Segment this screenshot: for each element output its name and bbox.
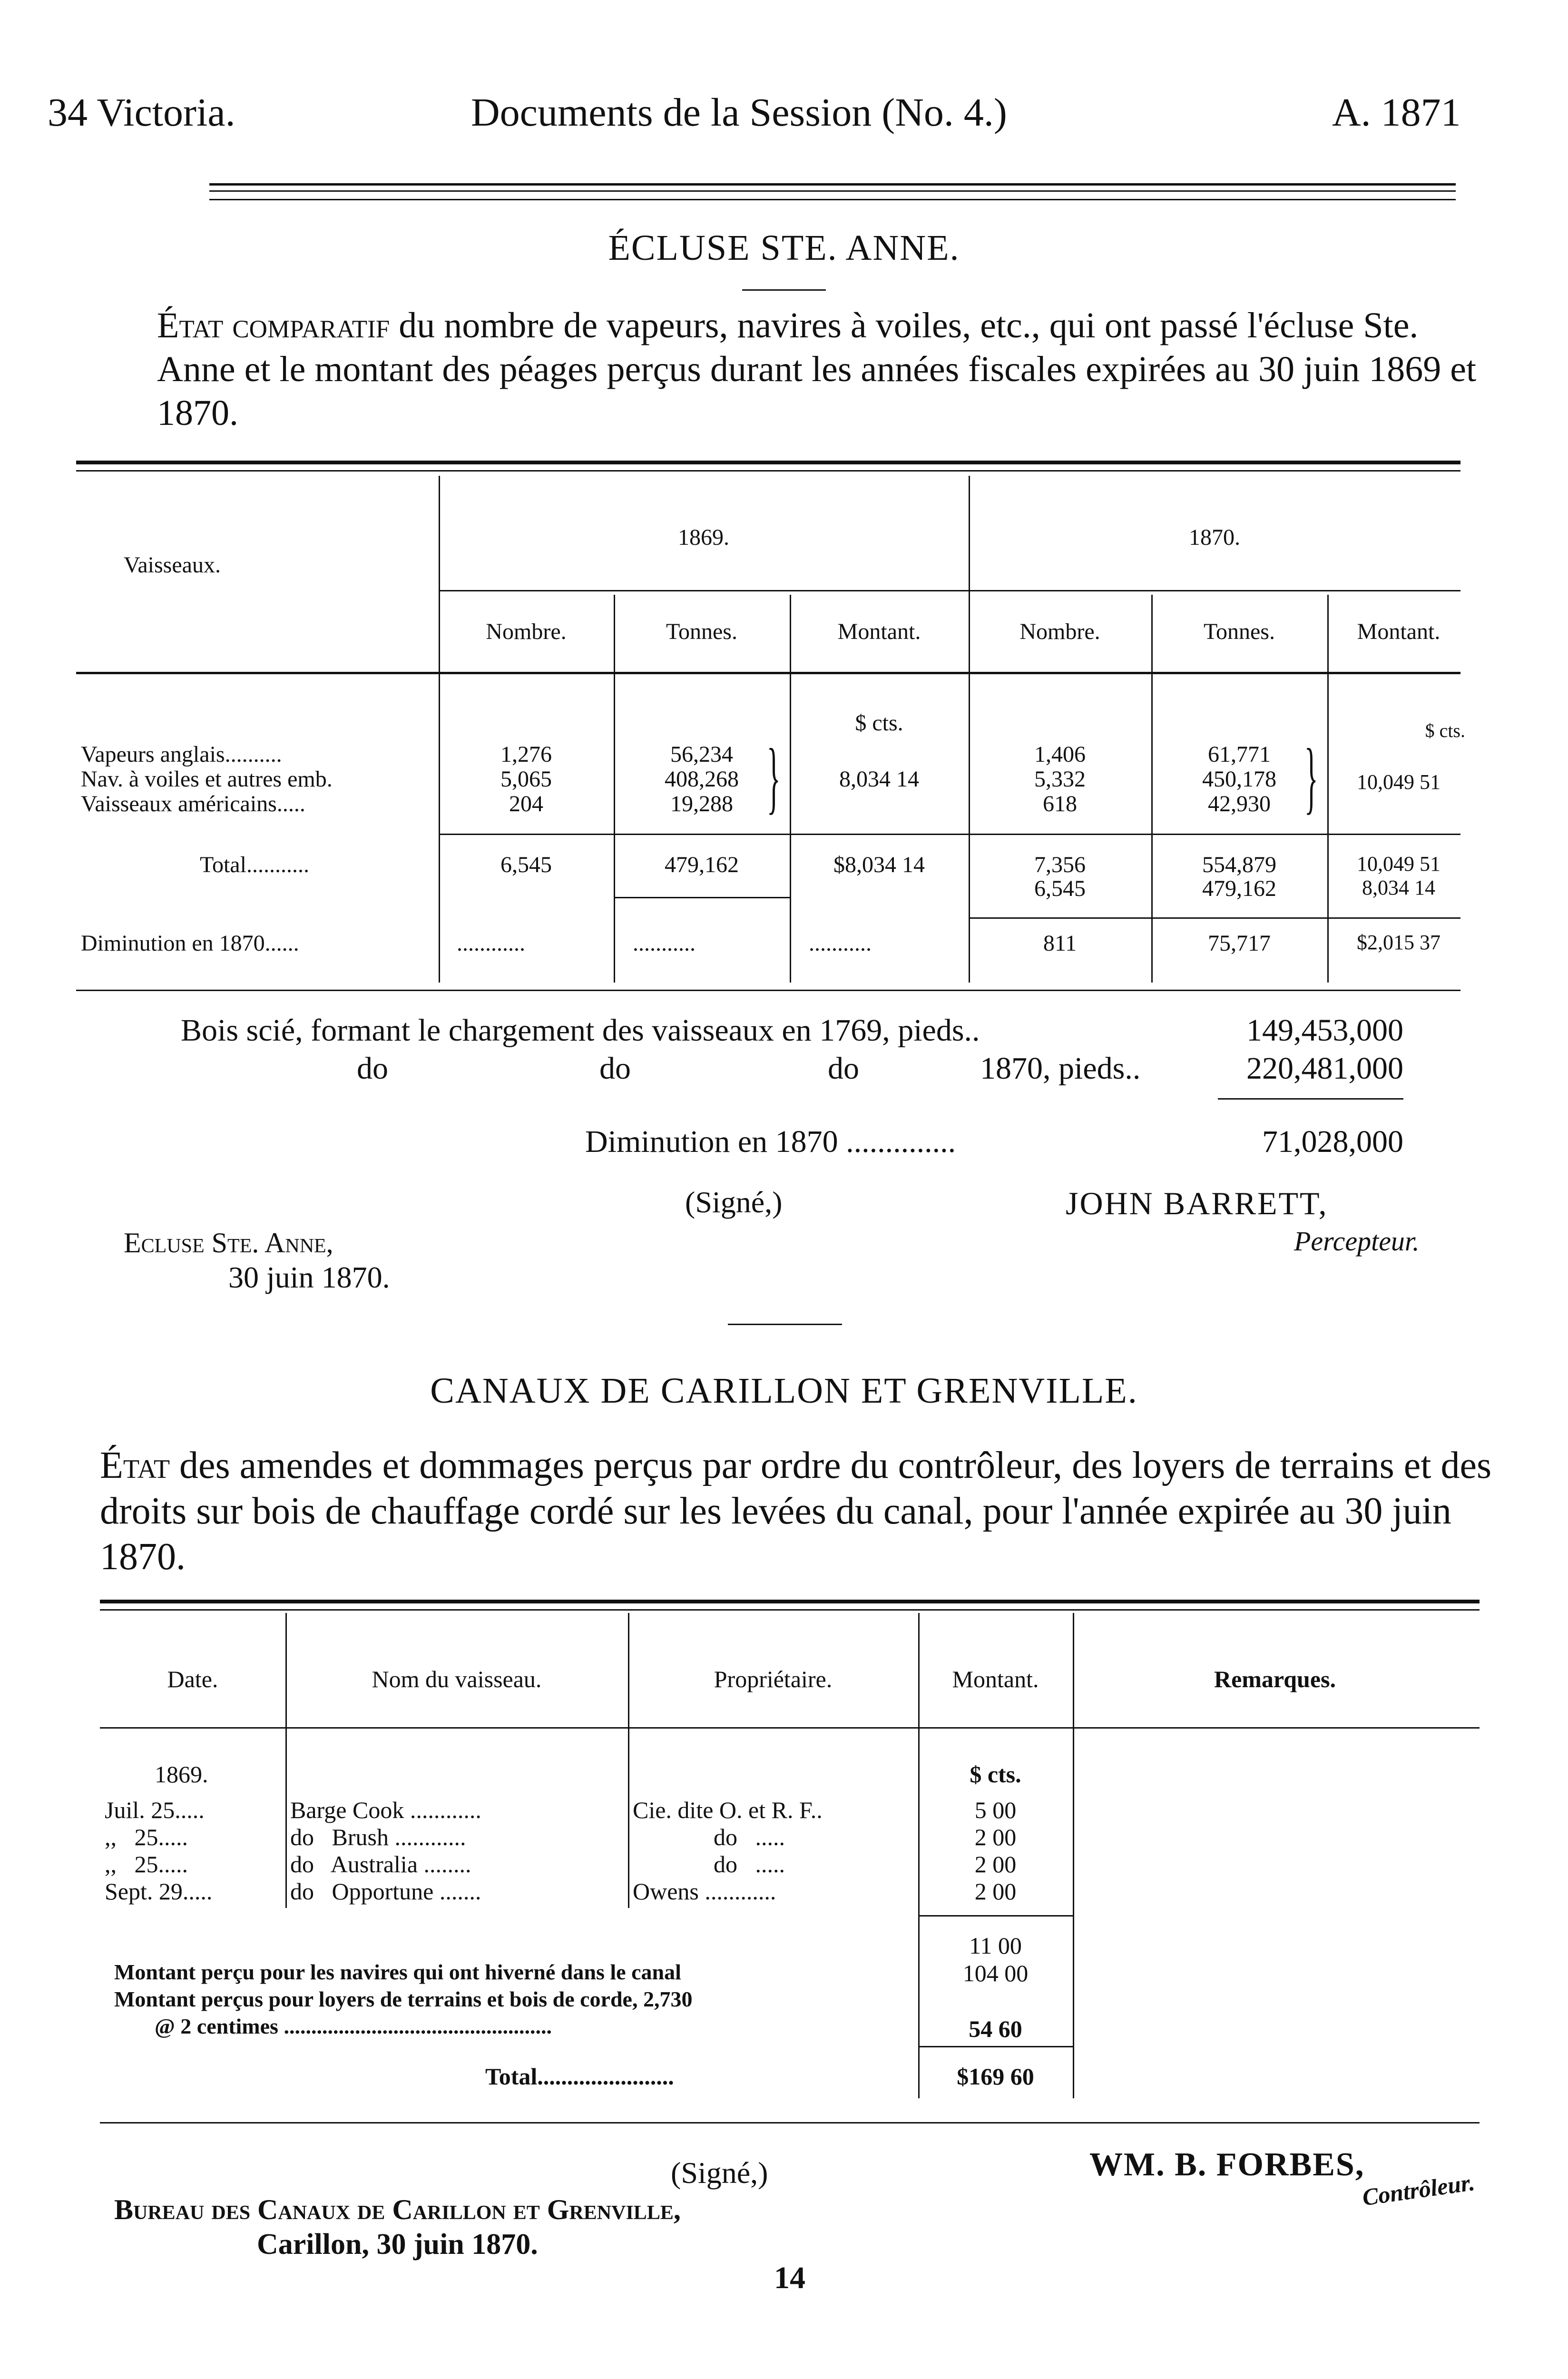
bois-line2-value: 220,481,000 [1246, 1051, 1403, 1086]
table2-date: ,, 25..... [105, 1824, 188, 1850]
table1-col-header: Montant. [1357, 619, 1441, 644]
table2-total-rule [918, 2046, 1073, 2047]
table2-year: 1869. [155, 1761, 208, 1788]
table1-cell: 6,545 [1034, 876, 1086, 901]
section2-title: CANAUX DE CARILLON ET GRENVILLE. [430, 1371, 1138, 1411]
table1-col-header: Tonnes. [666, 619, 737, 644]
table1-col-header: Tonnes. [1204, 619, 1275, 644]
table1-cell: 5,065 [500, 767, 552, 792]
section2-date: Carillon, 30 juin 1870. [257, 2228, 538, 2261]
table2-hiver-label: Montant perçu pour les navires qui ont hiverné dans le canal [114, 1960, 681, 1984]
table2-header: Date. [167, 1666, 218, 1692]
table2-owner: do ..... [714, 1851, 785, 1878]
section2-place: Bureau des Canaux de Carillon et Grenville, [114, 2194, 681, 2225]
table2-loyers-label2: @ 2 centimes ................................................. [155, 2014, 552, 2038]
table1-row-label: Vaisseaux américains..... [81, 791, 305, 816]
section1-signer-title: Percepteur. [1294, 1226, 1420, 1257]
section1-date: 30 juin 1870. [228, 1260, 390, 1294]
bois-line2-label: 1870, pieds.. [980, 1051, 1141, 1086]
table2-date: Sept. 29..... [105, 1878, 213, 1905]
table1-montant70: 10,049 51 [1357, 770, 1441, 794]
table2-owner: Owens ............ [633, 1878, 776, 1905]
table1-row-label: Nav. à voiles et autres emb. [81, 767, 333, 792]
table1-cell: $2,015 37 [1357, 931, 1441, 954]
table1-cell: 19,288 [670, 791, 733, 816]
table2-loyers-value: 54 60 [969, 2015, 1022, 2042]
bois-dim-value: 71,028,000 [1262, 1124, 1403, 1159]
table1-cell: 618 [1043, 791, 1077, 816]
table1-dots: ........... [633, 931, 696, 956]
table2-amount: 2 00 [974, 1878, 1017, 1905]
table2-subtotal-rule [918, 1915, 1073, 1917]
table1-cell: 554,879 [1202, 852, 1276, 877]
table1-year2: 1870. [1189, 525, 1240, 550]
table1-cell: 1,276 [500, 742, 552, 767]
table2-date: Juil. 25..... [105, 1797, 205, 1823]
table1-dots: ............ [457, 931, 525, 956]
table2-total-value: $169 60 [957, 2063, 1034, 2090]
table2-date: ,, 25..... [105, 1851, 188, 1878]
table2-vessel: do Opportune ....... [290, 1878, 481, 1905]
table1-currency1: $ cts. [855, 710, 903, 736]
table1-cell: 8,034 14 [1362, 876, 1435, 899]
table1-row-label: Vapeurs anglais.......... [81, 742, 282, 767]
table2-header: Propriétaire. [714, 1666, 833, 1692]
page-number: 14 [774, 2261, 805, 2295]
table2-loyers-label: Montant perçus pour loyers de terrains et bois de corde, 2,730 [114, 1987, 693, 2011]
table2-amount: 2 00 [974, 1824, 1017, 1850]
table2-owner: Cie. dite O. et R. F.. [633, 1797, 823, 1823]
table2-total-label: Total....................... [485, 2063, 674, 2090]
table1-col-header: Nombre. [1019, 619, 1100, 644]
table1-col-header: Nombre. [486, 619, 567, 644]
section1-signe: (Signé,) [685, 1185, 783, 1219]
section1-signer: JOHN BARRETT, [1066, 1185, 1328, 1221]
table1-cell: 1,406 [1034, 742, 1086, 767]
table2-currency: $ cts. [970, 1761, 1021, 1788]
table2-header: Remarques. [1214, 1666, 1336, 1692]
section2-intro-text: des amendes et dommages perçus par ordre du contrôleur, des loyers de terrains et des droits sur bois de chauffage cordé sur les levées du canal, pour l'année expirée au 30 juin 1870. [100, 1445, 1492, 1578]
table2-header: Nom du vaisseau. [372, 1666, 542, 1692]
bois-line1-value: 149,453,000 [1246, 1013, 1403, 1048]
table2-vline [628, 1613, 629, 1908]
table1-year1: 1869. [678, 525, 729, 550]
header-left: 34 Victoria. [48, 90, 235, 135]
table1-cell: 811 [1043, 931, 1077, 956]
table1-diminution-label: Diminution en 1870...... [81, 931, 299, 956]
table1-montant69: 8,034 14 [839, 767, 919, 792]
table2-owner: do ..... [714, 1824, 785, 1850]
table1-currency2: $ cts. [1425, 720, 1465, 741]
bois-line2-do: do [357, 1051, 388, 1086]
table2-amount: 2 00 [974, 1851, 1017, 1878]
table1-cell: 5,332 [1034, 767, 1086, 792]
header-center: Documents de la Session (No. 4.) [471, 90, 1007, 135]
table1-cell: 61,771 [1208, 742, 1271, 767]
bois-line2-do: do [828, 1051, 859, 1086]
section2-signe: (Signé,) [671, 2156, 768, 2190]
section2-intro-lead: État [100, 1445, 170, 1486]
header-right: A. 1871 [1332, 90, 1461, 135]
table1-col-header: Montant. [837, 619, 921, 644]
table1-cell: 204 [509, 791, 543, 816]
table2-vline [285, 1613, 287, 1908]
bois-line2-do: do [599, 1051, 631, 1086]
table1-dots: ........... [809, 931, 872, 956]
table1-row-header: Vaisseaux. [124, 552, 221, 578]
table1-total-label: Total........... [200, 852, 309, 877]
table1-cell: 56,234 [670, 742, 733, 767]
brace-icon: } [767, 732, 781, 822]
brace-icon: } [1304, 732, 1318, 822]
table1-cell: 75,717 [1208, 931, 1271, 956]
section2-signer: WM. B. FORBES, [1089, 2146, 1365, 2183]
table2-hiver-value: 104 00 [962, 1960, 1029, 1986]
table2-bottom-rule [100, 2122, 1480, 2123]
table2-header: Montant. [952, 1666, 1039, 1692]
table1-cell: 42,930 [1208, 791, 1271, 816]
section1-place: Ecluse Ste. Anne, [124, 1227, 333, 1258]
table1-cell: 450,178 [1202, 767, 1276, 792]
table2-amount: 5 00 [974, 1797, 1017, 1823]
table2-vessel: Barge Cook ............ [290, 1797, 481, 1823]
table1-cell: 7,356 [1034, 852, 1086, 877]
table1-cell: 6,545 [500, 852, 552, 877]
table1-cell: 479,162 [665, 852, 739, 877]
table2-subtotal: 11 00 [969, 1932, 1022, 1959]
table2-header-rule [100, 1727, 1480, 1729]
bois-dim-label: Diminution en 1870 .............. [585, 1124, 956, 1159]
table2-vessel: do Australia ........ [290, 1851, 471, 1878]
table1-cell: $8,034 14 [833, 852, 925, 877]
section1-intro-lead: État comparatif [157, 305, 390, 345]
section1-title: ÉCLUSE STE. ANNE. [608, 228, 960, 268]
section1-intro-text: du nombre de vapeurs, navires à voiles, etc., qui ont passé l'écluse Ste. Anne et le montant des péages perçus durant les années fiscales expirées au 30 juin 1869 et 1870. [157, 305, 1477, 433]
table1-cell: 479,162 [1202, 876, 1276, 901]
table2-vessel: do Brush ............ [290, 1824, 466, 1850]
section2-signer-title: Contrôleur. [1361, 2168, 1477, 2211]
table1-cell: 10,049 51 [1357, 852, 1441, 875]
bois-line1-label: Bois scié, formant le chargement des vaisseaux en 1769, pieds.. [181, 1013, 980, 1048]
table1-cell: 408,268 [665, 767, 739, 792]
